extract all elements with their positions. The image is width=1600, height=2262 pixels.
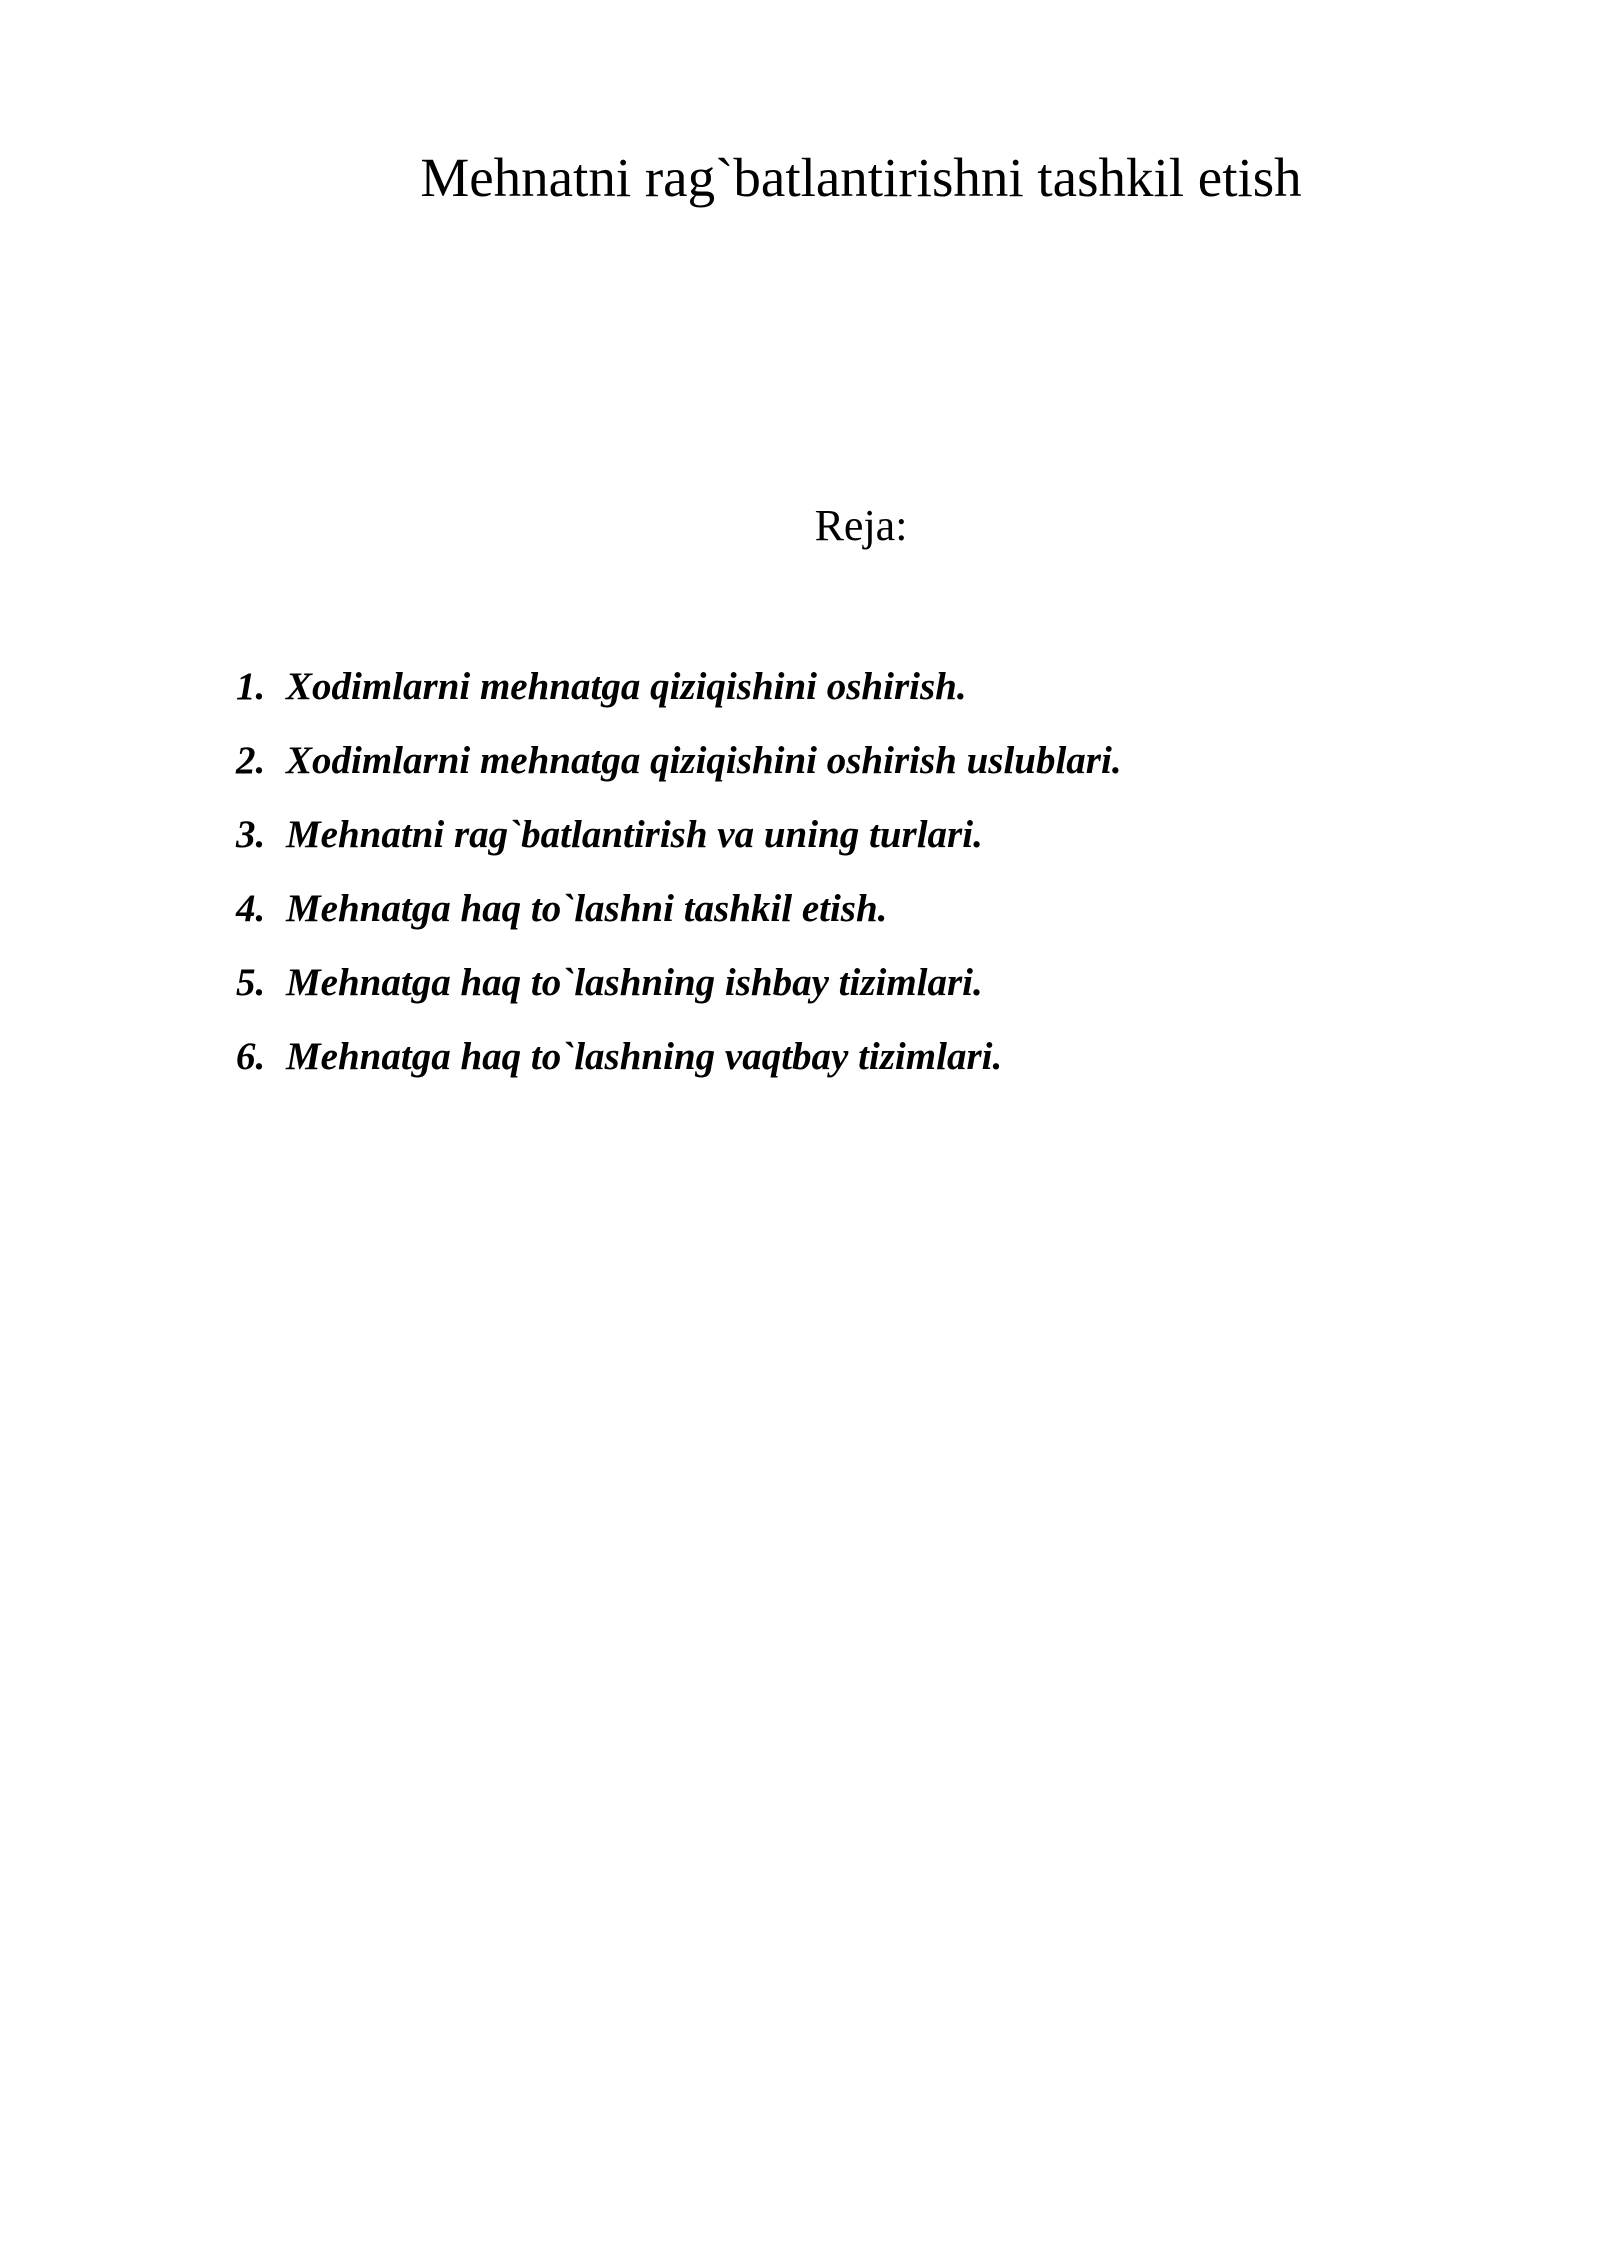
plan-heading: Reja: bbox=[814, 501, 908, 550]
plan-item bbox=[236, 1020, 1122, 1094]
plan-item-number: 6. bbox=[236, 1035, 266, 1078]
plan-item bbox=[236, 946, 1122, 1020]
plan-item-text: Xodimlarni mehnatga qiziqishini oshirish uslublari. bbox=[286, 739, 1122, 782]
plan-item bbox=[236, 650, 1122, 724]
plan-item-number: 5. bbox=[236, 961, 266, 1004]
plan-item-number: 3. bbox=[236, 813, 266, 856]
plan-item-text: Xodimlarni mehnatga qiziqishini oshirish. bbox=[286, 665, 967, 708]
plan-item-text: Mehnatga haq to`lashni tashkil etish. bbox=[286, 887, 888, 930]
plan-item bbox=[236, 798, 1122, 872]
plan-list bbox=[236, 650, 1122, 1094]
plan-item-number: 2. bbox=[236, 739, 266, 782]
plan-item-number: 1. bbox=[236, 665, 266, 708]
plan-item-text: Mehnatni rag`batlantirish va uning turlari. bbox=[286, 813, 983, 856]
plan-item-number: 4. bbox=[236, 887, 266, 930]
plan-item-text: Mehnatga haq to`lashning ishbay tizimlari. bbox=[286, 961, 983, 1004]
plan-item-text: Mehnatga haq to`lashning vaqtbay tizimlari. bbox=[286, 1035, 1003, 1078]
plan-item bbox=[236, 872, 1122, 946]
plan-item bbox=[236, 724, 1122, 798]
document-title: Mehnatni rag`batlantirishni tashkil etish bbox=[420, 147, 1302, 208]
